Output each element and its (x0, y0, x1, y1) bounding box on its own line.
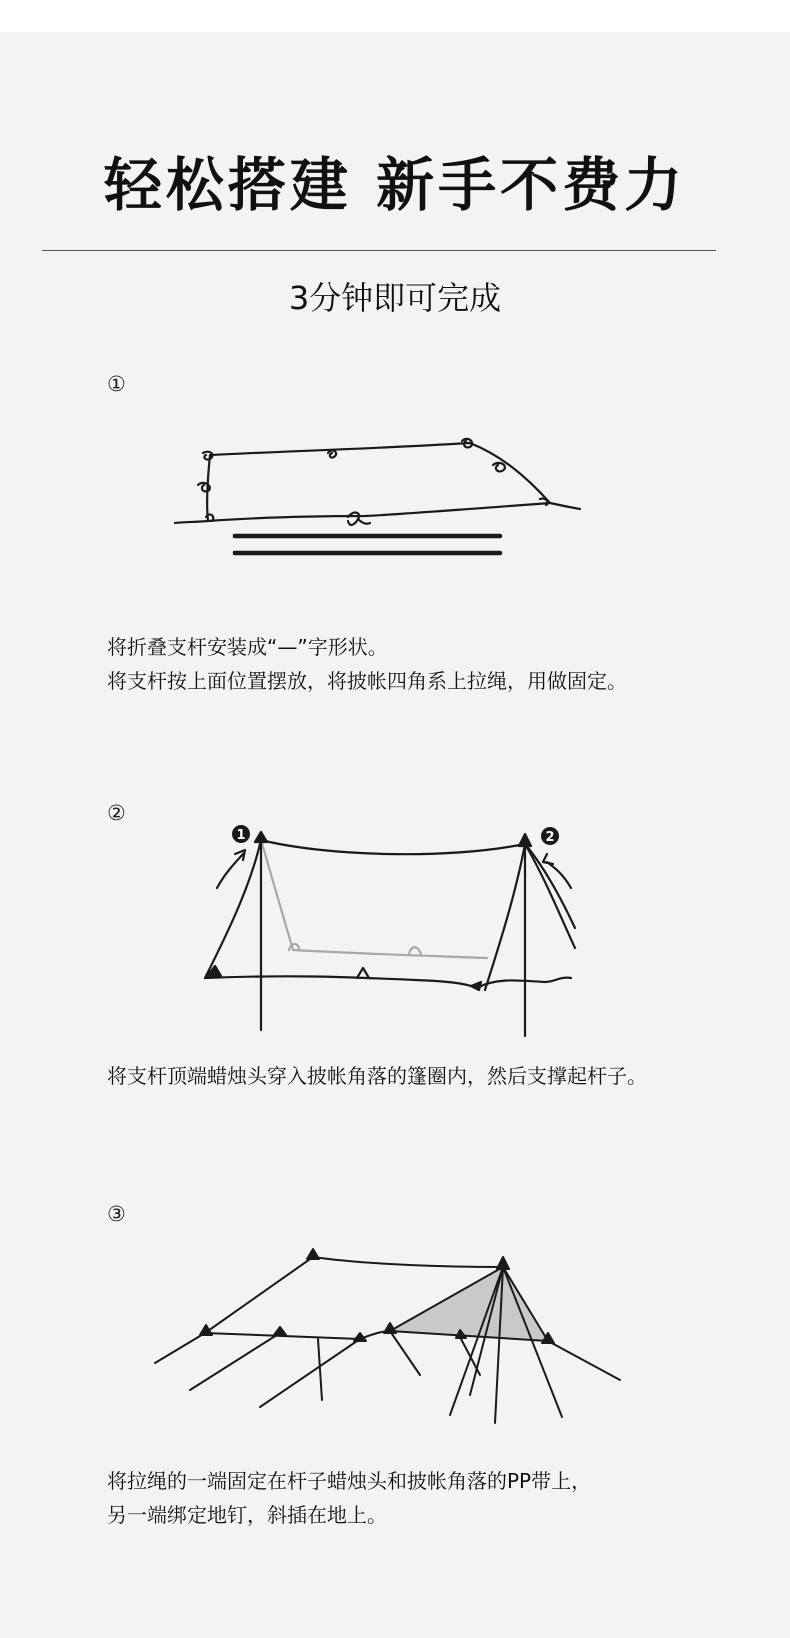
step-1-number: ① (107, 372, 126, 396)
step-1-caption-line-2: 将支杆按上面位置摆放，将披帐四角系上拉绳，用做固定。 (107, 669, 627, 693)
step-3-caption-line-2: 另一端绑定地钉，斜插在地上。 (107, 1503, 387, 1527)
page-subtitle: 3分钟即可完成 (288, 279, 502, 317)
step-3-caption-line-1: 将拉绳的一端固定在杆子蜡烛头和披帐角落的PP带上， (107, 1469, 592, 1493)
step-1-caption (107, 630, 627, 698)
step-2-caption-line-1: 将支杆顶端蜡烛头穿入披帐角落的篷圈内，然后支撑起杆子。 (107, 1064, 647, 1088)
step-1-illustration-tarp-layout (170, 425, 610, 585)
step-3-caption (107, 1464, 591, 1532)
step-2-number: ② (107, 801, 126, 825)
step-2-marker-2: 2 (545, 830, 555, 845)
page-title: 轻松搭建 新手不费力 (103, 151, 687, 219)
step-2-caption (107, 1059, 647, 1093)
step-3-illustration-guy-lines (150, 1245, 650, 1425)
title-divider (42, 250, 716, 251)
step-3-number: ③ (107, 1202, 126, 1226)
step-2-illustration-raising-poles (195, 818, 580, 1038)
step-2-marker-1: 1 (236, 828, 246, 843)
step-1-caption-line-1: 将折叠支杆安装成“—”字形状。 (107, 635, 388, 659)
